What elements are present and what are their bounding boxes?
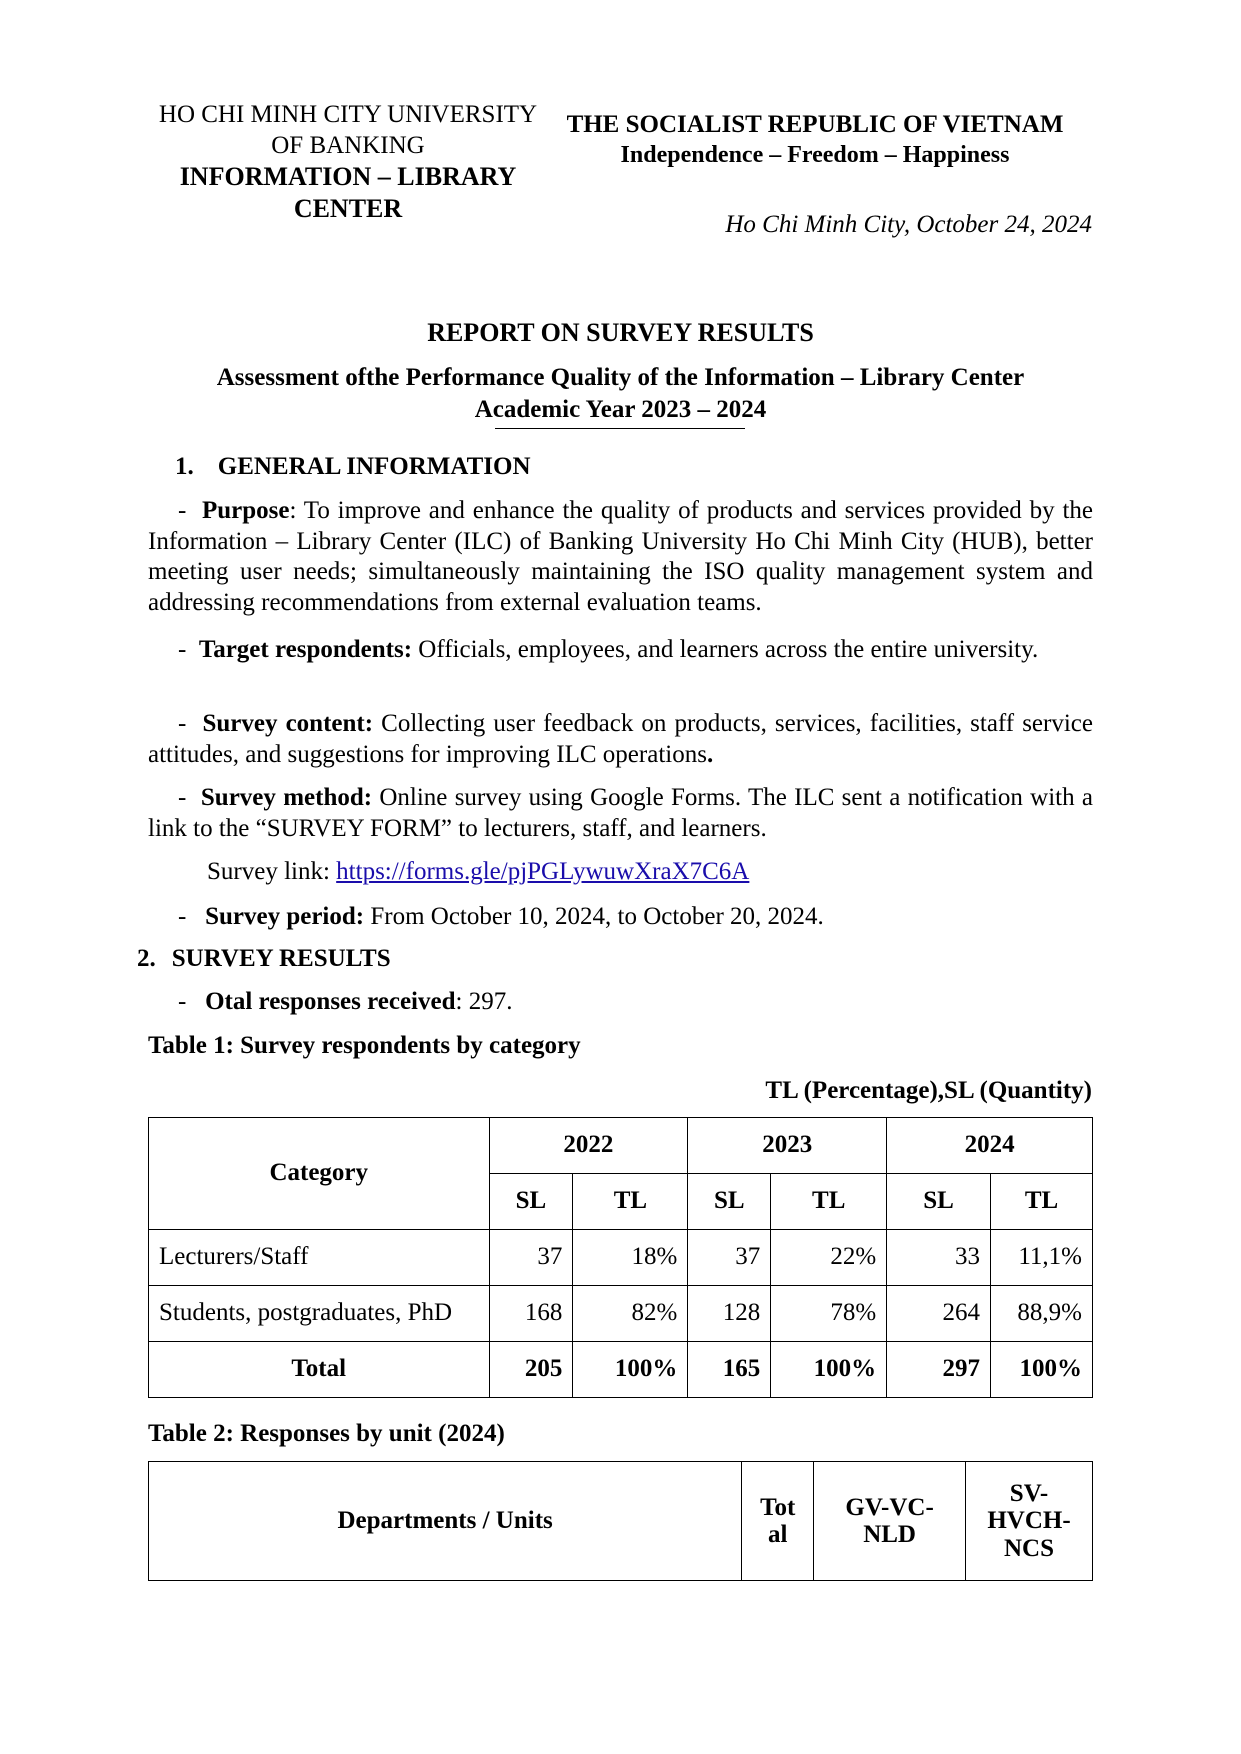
survey-link-line bbox=[207, 857, 1087, 888]
cell: 82% bbox=[573, 1286, 688, 1342]
cell: 100% bbox=[573, 1342, 688, 1398]
content-paragraph: - Survey content: Collecting user feedback on products, services, facilities, staff service attitudes, and suggestions for improving ILC operations. bbox=[148, 710, 1093, 768]
table2-col-units: Departments / Units bbox=[149, 1462, 742, 1581]
issuer-block bbox=[148, 100, 548, 224]
cell: 33 bbox=[887, 1230, 991, 1286]
cell: 264 bbox=[887, 1286, 991, 1342]
content-period: . bbox=[706, 740, 714, 768]
table1-col-category: Category bbox=[149, 1118, 490, 1230]
content-label: Survey content: bbox=[202, 710, 374, 737]
center-name-line2: CENTER bbox=[293, 193, 403, 223]
report-title: REPORT ON SURVEY RESULTS bbox=[427, 318, 814, 347]
table1 bbox=[148, 1117, 1093, 1398]
university-name-line2: OF BANKING bbox=[271, 131, 425, 159]
total-label: Total bbox=[149, 1342, 490, 1398]
cell: 88,9% bbox=[991, 1286, 1093, 1342]
table1-sub-tl: TL bbox=[771, 1174, 887, 1230]
table1-sub-sl: SL bbox=[887, 1174, 991, 1230]
report-subtitle-line2: Academic Year 2023 – 2024 bbox=[474, 396, 767, 423]
target-text: Officials, employees, and learners across the entire university. bbox=[412, 636, 1039, 663]
title-underline bbox=[495, 428, 745, 429]
section2-title: SURVEY RESULTS bbox=[171, 945, 391, 972]
table-row bbox=[149, 1286, 1093, 1342]
motto: Independence – Freedom – Happiness bbox=[620, 141, 1010, 168]
cell: 37 bbox=[688, 1230, 771, 1286]
cell: 205 bbox=[489, 1342, 573, 1398]
method-text: Online survey using Google Forms. The ILC sent a notification with a link to the “SURVEY FORM” to lecturers, staff, and learners. bbox=[148, 784, 1093, 842]
cell: 37 bbox=[489, 1230, 573, 1286]
cell: 100% bbox=[991, 1342, 1093, 1398]
survey-link[interactable]: https://forms.gle/pjPGLywuwXraX7C6A bbox=[336, 858, 750, 885]
cell: 168 bbox=[489, 1286, 573, 1342]
purpose-text: : To improve and enhance the quality of products and services provided by the Information – Library Center (ILC) of Banking University Ho Chi Minh City (HUB), better meeting user needs; simultaneously maintaining the ISO quality management system and addressing recommendations from external evaluation teams. bbox=[148, 497, 1093, 616]
row-category: Lecturers/Staff bbox=[149, 1230, 490, 1286]
method-paragraph: - Survey method: Online survey using Google Forms. The ILC sent a notification with a link to the “SURVEY FORM” to lecturers, staff, and learners. bbox=[148, 784, 1093, 842]
table2-col-sv bbox=[966, 1462, 1093, 1581]
table2-col-total bbox=[742, 1462, 814, 1581]
table2-caption: Table 2: Responses by unit (2024) bbox=[148, 1420, 505, 1447]
table2-col-gv-line1: GV-VC- bbox=[845, 1493, 934, 1521]
cell: 165 bbox=[688, 1342, 771, 1398]
cell: 78% bbox=[771, 1286, 887, 1342]
cell: 100% bbox=[771, 1342, 887, 1398]
table2-col-total-line1: Tot bbox=[760, 1493, 796, 1521]
content-text: Collecting user feedback on products, services, facilities, staff service attitudes, and suggestions for improving ILC operations bbox=[148, 710, 1093, 768]
table1-caption: Table 1: Survey respondents by category bbox=[148, 1032, 581, 1059]
cell: 11,1% bbox=[991, 1230, 1093, 1286]
table1-total-row bbox=[149, 1342, 1093, 1398]
table2-col-total-line2: al bbox=[767, 1521, 788, 1548]
target-paragraph: - Target respondents: Officials, employees, and learners across the entire university. bbox=[178, 636, 1039, 663]
table1-sub-tl: TL bbox=[991, 1174, 1093, 1230]
responses-label: Otal responses received bbox=[205, 988, 456, 1015]
purpose-label: Purpose bbox=[201, 497, 290, 524]
table1-year-2023: 2023 bbox=[688, 1118, 887, 1174]
national-heading bbox=[565, 110, 1065, 170]
university-name-line1: HO CHI MINH CITY UNIVERSITY bbox=[158, 101, 538, 128]
table1-year-2024: 2024 bbox=[887, 1118, 1093, 1174]
period-label: Survey period: bbox=[205, 903, 365, 930]
section1-title: GENERAL INFORMATION bbox=[217, 453, 531, 480]
table2-col-gv-line2: NLD bbox=[863, 1521, 916, 1548]
report-subtitle-line1: Assessment ofthe Performance Quality of the Information – Library Center bbox=[216, 364, 1025, 391]
survey-link-label: Survey link: bbox=[207, 858, 337, 885]
purpose-paragraph: - Purpose: To improve and enhance the quality of products and services provided by the Information – Library Center (ILC) of Banking University Ho Chi Minh City (HUB), better meeting user needs; simultaneously maintaining the ISO quality management system and addressing recommendations from external evaluation teams. bbox=[148, 497, 1093, 616]
table1-sub-tl: TL bbox=[573, 1174, 688, 1230]
table2-header-row bbox=[149, 1462, 1093, 1581]
section2-number: 2. bbox=[137, 945, 156, 972]
table2-col-sv-line1: SV- bbox=[1009, 1479, 1049, 1507]
table1-unit-note: TL (Percentage),SL (Quantity) bbox=[765, 1077, 1092, 1104]
responses-line: - Otal responses received: 297. bbox=[178, 988, 513, 1015]
responses-text: : 297. bbox=[455, 988, 513, 1015]
table2 bbox=[148, 1461, 1093, 1581]
section2-heading bbox=[137, 944, 1037, 975]
section1-number: 1. bbox=[175, 453, 194, 480]
table2-col-gv bbox=[814, 1462, 966, 1581]
target-label: Target respondents: bbox=[198, 636, 413, 663]
period-text: From October 10, 2024, to October 20, 2024. bbox=[364, 903, 824, 930]
section1-heading bbox=[175, 452, 1075, 483]
row-category: Students, postgraduates, PhD bbox=[149, 1286, 490, 1342]
period-paragraph: - Survey period: From October 10, 2024, to October 20, 2024. bbox=[178, 903, 824, 930]
cell: 128 bbox=[688, 1286, 771, 1342]
cell: 18% bbox=[573, 1230, 688, 1286]
method-label: Survey method: bbox=[200, 784, 373, 811]
republic-title: THE SOCIALIST REPUBLIC OF VIETNAM bbox=[566, 111, 1064, 138]
table1-header-row bbox=[149, 1118, 1093, 1174]
cell: 297 bbox=[887, 1342, 991, 1398]
table2-col-sv-line2: HVCH- bbox=[987, 1507, 1071, 1535]
table2-col-sv-line3: NCS bbox=[1004, 1534, 1055, 1562]
table1-sub-sl: SL bbox=[489, 1174, 573, 1230]
table1-year-2022: 2022 bbox=[489, 1118, 688, 1174]
table1-sub-sl: SL bbox=[688, 1174, 771, 1230]
cell: 22% bbox=[771, 1230, 887, 1286]
city-date: Ho Chi Minh City, October 24, 2024 bbox=[725, 211, 1092, 238]
center-name-line1: INFORMATION – LIBRARY bbox=[179, 162, 517, 191]
table-row bbox=[149, 1230, 1093, 1286]
